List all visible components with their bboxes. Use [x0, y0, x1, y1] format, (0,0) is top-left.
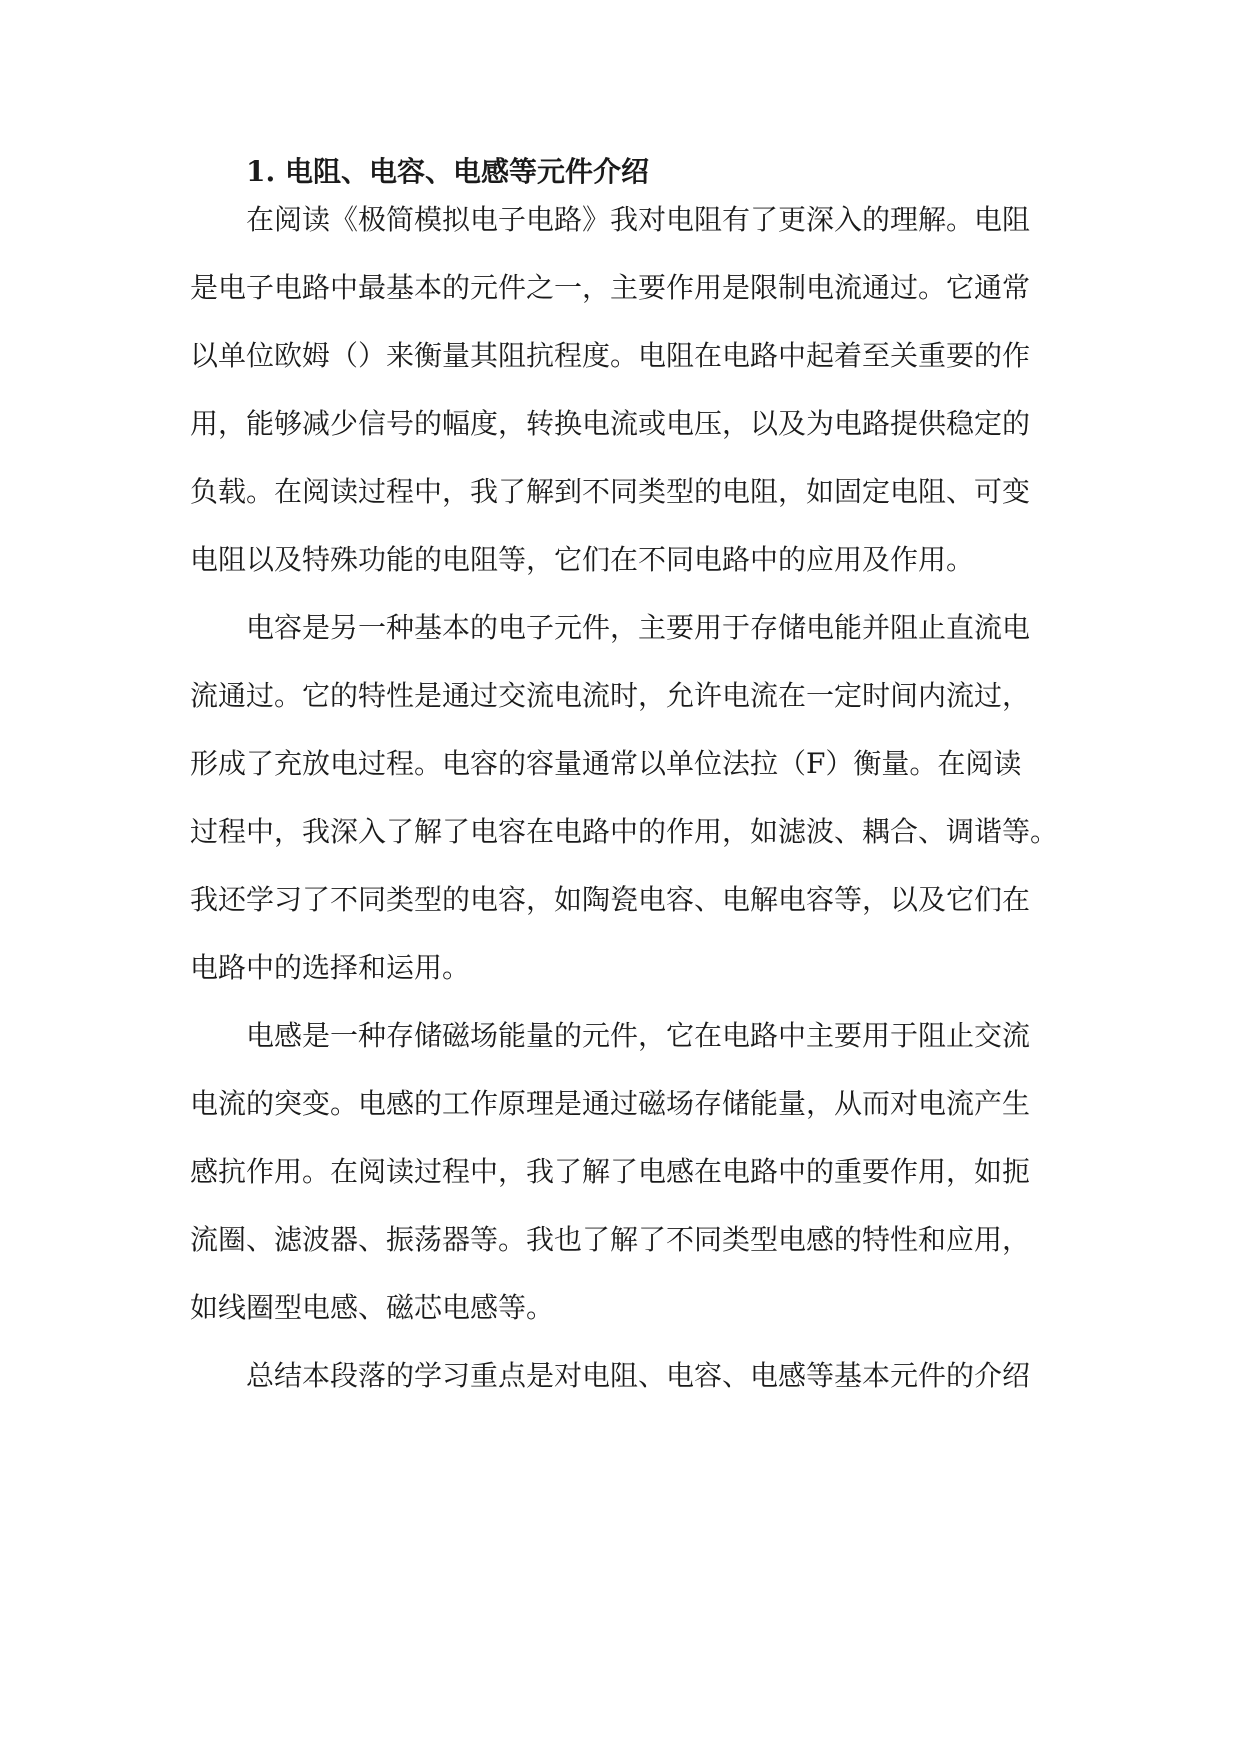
- paragraph-line: 我还学习了不同类型的电容，如陶瓷电容、电解电容等，以及它们在: [190, 883, 1031, 916]
- paragraph-line: 以单位欧姆（）来衡量其阻抗程度。电阻在电路中起着至关重要的作: [190, 339, 1031, 372]
- paragraph-line: 是电子电路中最基本的元件之一，主要作用是限制电流通过。它通常: [190, 271, 1031, 304]
- paragraph-line: 电路中的选择和运用。: [190, 951, 471, 984]
- paragraph-line: 感抗作用。在阅读过程中，我了解了电感在电路中的重要作用，如扼: [190, 1155, 1031, 1188]
- paragraph-line: 电流的突变。电感的工作原理是通过磁场存储能量，从而对电流产生: [190, 1087, 1031, 1120]
- paragraph-line: 流圈、滤波器、振荡器等。我也了解了不同类型电感的特性和应用，: [190, 1223, 1031, 1256]
- paragraph-line: 过程中，我深入了解了电容在电路中的作用，如滤波、耦合、调谐等。: [190, 815, 1059, 848]
- paragraph-line: 总结本段落的学习重点是对电阻、电容、电感等基本元件的介绍: [246, 1359, 1031, 1392]
- paragraph-line: 形成了充放电过程。电容的容量通常以单位法拉（F）衡量。在阅读: [190, 747, 1022, 780]
- paragraph-line: 电感是一种存储磁场能量的元件，它在电路中主要用于阻止交流: [246, 1019, 1031, 1052]
- section-heading: 1. 电阻、电容、电感等元件介绍: [246, 155, 649, 188]
- paragraph-line: 如线圈型电感、磁芯电感等。: [190, 1291, 555, 1324]
- paragraph-line: 电阻以及特殊功能的电阻等，它们在不同电路中的应用及作用。: [190, 543, 975, 576]
- paragraph-line: 电容是另一种基本的电子元件，主要用于存储电能并阻止直流电: [246, 611, 1031, 644]
- paragraph-line: 在阅读《极简模拟电子电路》我对电阻有了更深入的理解。电阻: [246, 203, 1031, 236]
- paragraph-line: 负载。在阅读过程中，我了解到不同类型的电阻，如固定电阻、可变: [190, 475, 1031, 508]
- paragraph-line: 流通过。它的特性是通过交流电流时，允许电流在一定时间内流过，: [190, 679, 1031, 712]
- paragraph-line: 用，能够减少信号的幅度，转换电流或电压，以及为电路提供稳定的: [190, 407, 1031, 440]
